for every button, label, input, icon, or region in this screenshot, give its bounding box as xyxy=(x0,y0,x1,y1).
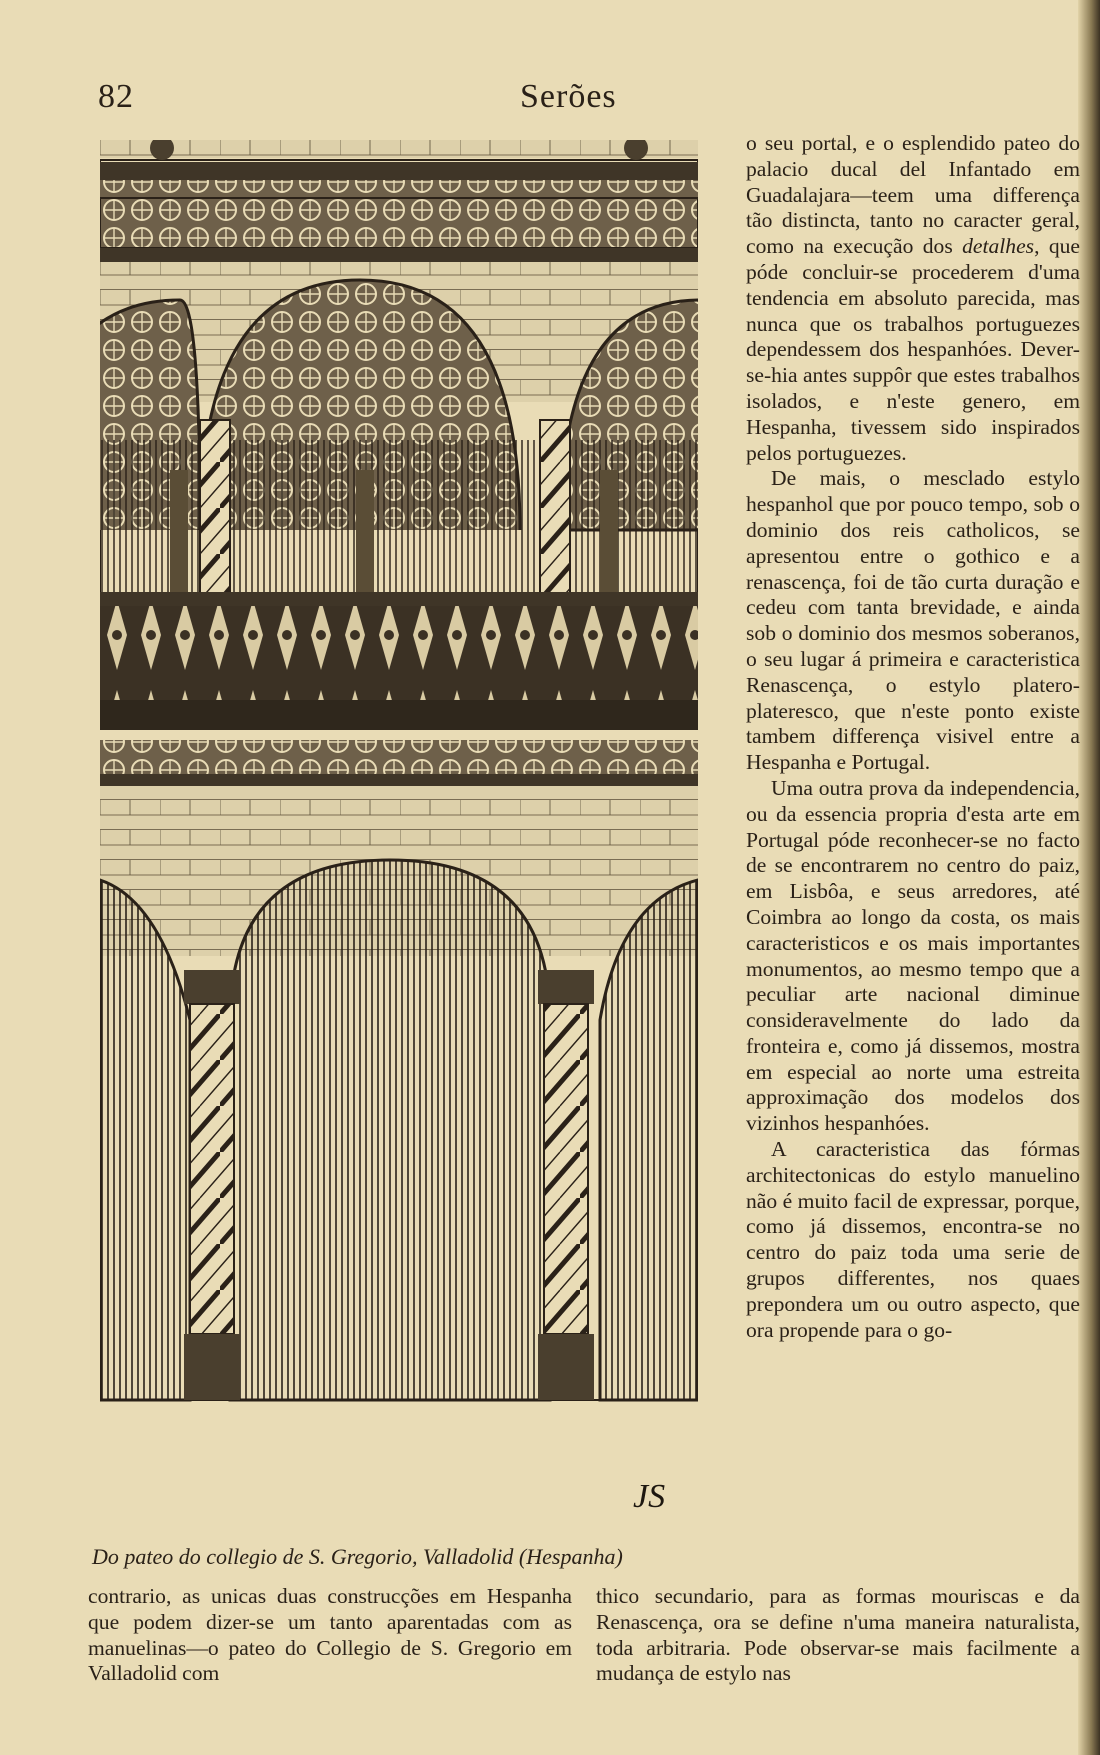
bottom-text-right: thico secundario, para as formas mouriscas e da Renascença, ora se define n'uma maneira naturalista, toda arbitraria. Pode observar-se mais facilmente a mudança de estylo nas xyxy=(596,1584,1080,1686)
figure-caption: Do pateo do collegio de S. Gregorio, Valladolid (Hespanha) xyxy=(92,1544,623,1569)
paragraph-2: De mais, o mesclado estylo hespanhol que por pouco tempo, sob o dominio dos reis catholicos, se apresentou entre o gothico e a renascença, foi de tão curta duração e cedeu com tanta brevidade, e ainda sob o dominio dos mesmos soberanos, o seu lugar á primeira e caracteristica Renascença, o estylo platero-plateresco, que n'este ponto existe tambem differença visivel entre a Hespanha e Portugal. xyxy=(746,466,1080,775)
architectural-engraving xyxy=(100,140,698,1532)
running-title: Serões xyxy=(520,78,617,115)
artist-monogram: JS xyxy=(633,1478,666,1515)
bottom-text-left: contrario, as unicas duas construcções em Hespanha que podem dizer-se um tanto aparentadas com as manuelinas—o pateo do Collegio de S. Gregorio em Valladolid com xyxy=(88,1584,572,1686)
page-number: 82 xyxy=(98,78,134,115)
paragraph-1: o seu portal, e o esplendido pateo do palacio ducal del Infantado em Guadalajara—teem uma differença tão distincta, tanto no caracter geral, como na execução dos detalhes, que póde concluir-se procederem d'uma tendencia em absoluto parecida, mas nunca que os trabalhos portuguezes dependessem dos hespanhóes. Dever-se-hia antes suppôr que estes trabalhos isolados, e n'este genero, em Hespanha, tivessem sido inspirados pelos portuguezes. xyxy=(746,131,1081,465)
paragraph-3: Uma outra prova da independencia, ou da essencia propria d'esta arte em Portugal póde reconhecer-se no facto de se encontrarem no centro do paiz, em Lisbôa, e seus arredores, até Coimbra ao longo da costa, os mais caracteristicos e os mais importantes monumentos, ao mesmo tempo que a peculiar arte nacional diminue consideravelmente do lado da fronteira e, como já dissemos, mostra em especial ao norte uma estreita approximação dos modelos dos vizinhos hespanhóes. xyxy=(746,775,1080,1136)
page-edge xyxy=(1078,0,1100,1755)
italic-word: detalhes xyxy=(962,234,1035,259)
paragraph-4: A caracteristica das fórmas architectonicas do estylo manuelino não é muito facil de expressar, porque, como já dissemos, encontra-se no centro do paiz toda uma serie de grupos differentes, nos quaes preponderа um ou outro aspecto, que ora propende para o go- xyxy=(746,1137,1080,1342)
text-column-right xyxy=(746,131,1080,1343)
